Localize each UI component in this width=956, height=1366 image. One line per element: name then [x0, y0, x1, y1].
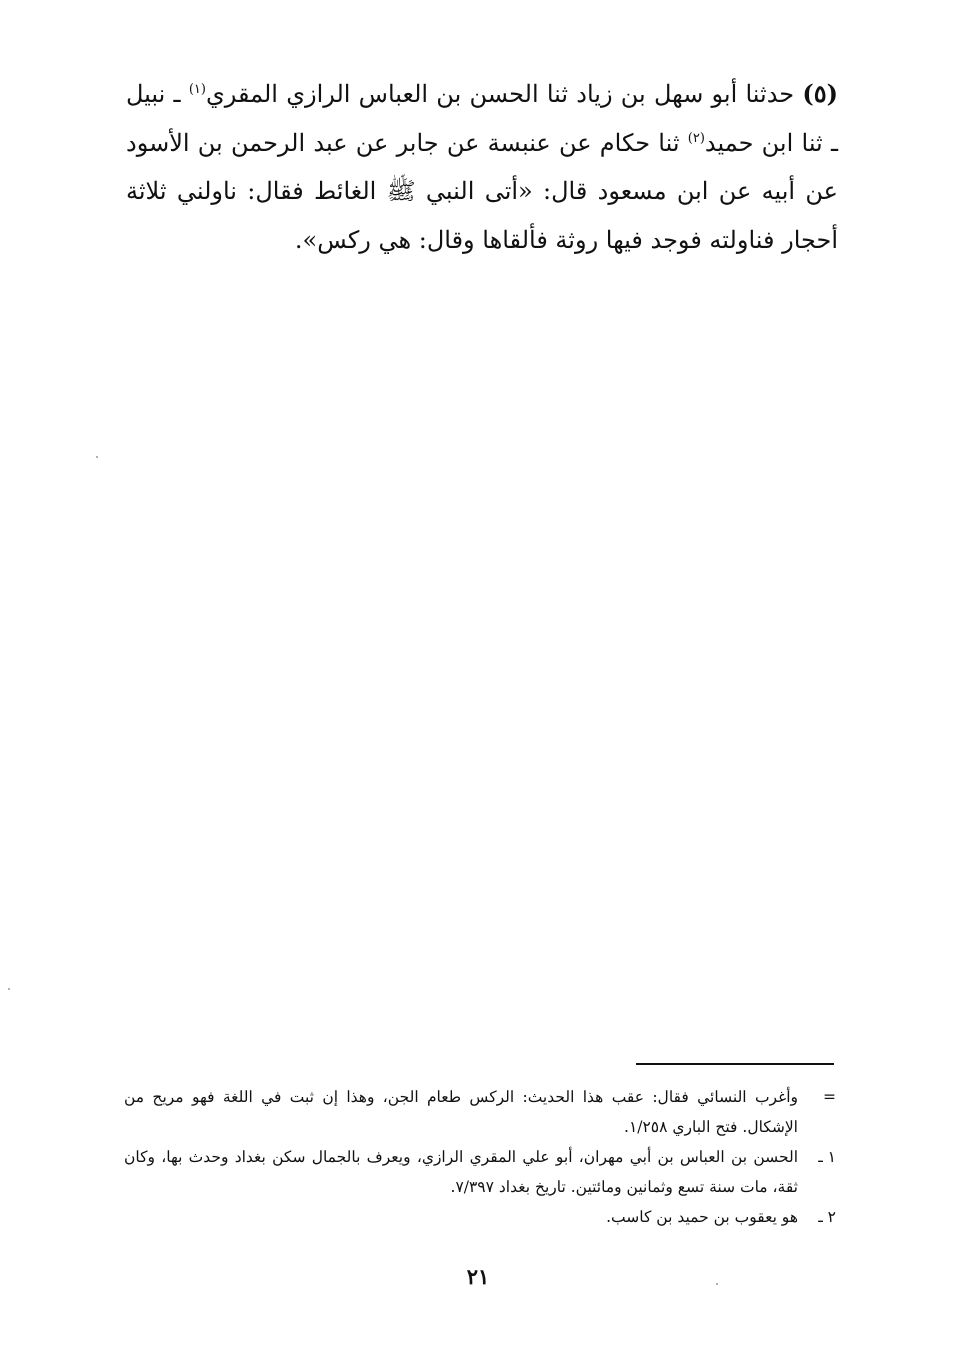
footnote-2 — [124, 1202, 836, 1232]
footnote-marker: ١ ـ — [818, 1148, 836, 1166]
footnote-text: هو يعقوب بن حميد بن كاسب. — [606, 1208, 798, 1226]
footnote-text: الحسن بن العباس بن أبي مهران، أبو علي المقري الرازي، ويعرف بالجمال سكن بغداد وحدث بها، وكان ثقة، مات سنة تسع وثمانين ومائتين. تاريخ بغداد ٧/٣٩٧. — [124, 1148, 798, 1196]
footnote-ref-1: (١) — [188, 82, 206, 97]
scan-speck — [96, 456, 98, 458]
page-number: ٢١ — [466, 1264, 490, 1289]
scan-speck — [716, 1283, 718, 1285]
footnote-1 — [124, 1142, 836, 1202]
footnote-separator — [636, 1063, 834, 1065]
hadith-text — [126, 70, 838, 264]
hadith-paragraph — [126, 70, 838, 264]
footnote-ref-2: (٢) — [687, 130, 705, 146]
hadith-chain-part-3: ثنا حكام عن عنبسة عن جابر عن عبد الرحمن بن الأسود عن أبيه عن ابن مسعود قال: «أتى النبي ﷺ الغائط فقال: ناولني ثلاثة أحجار فناولته فوجد فيها روثة فألقاها وقال: هي ركس». — [126, 128, 838, 254]
hadith-chain-part-2: ـ نبيل ـ ثنا ابن حميد — [126, 80, 838, 157]
hadith-chain-part-1: حدثنا أبو سهل بن زياد ثنا الحسن بن العباس الرازي المقري — [205, 80, 795, 108]
footnote-marker: ٢ ـ — [818, 1208, 836, 1226]
footnote-marker: = — [823, 1088, 836, 1106]
scan-speck — [8, 988, 10, 990]
footnote-text: وأغرب النسائي فقال: عقب هذا الحديث: الركس طعام الجن، وهذا إن ثبت في اللغة فهو مريح من الإشكال. فتح الباري ١/٢٥٨. — [124, 1088, 798, 1136]
footnote-continuation — [124, 1082, 836, 1142]
footnotes-section — [124, 1082, 836, 1232]
hadith-number: (٥) — [802, 79, 838, 108]
